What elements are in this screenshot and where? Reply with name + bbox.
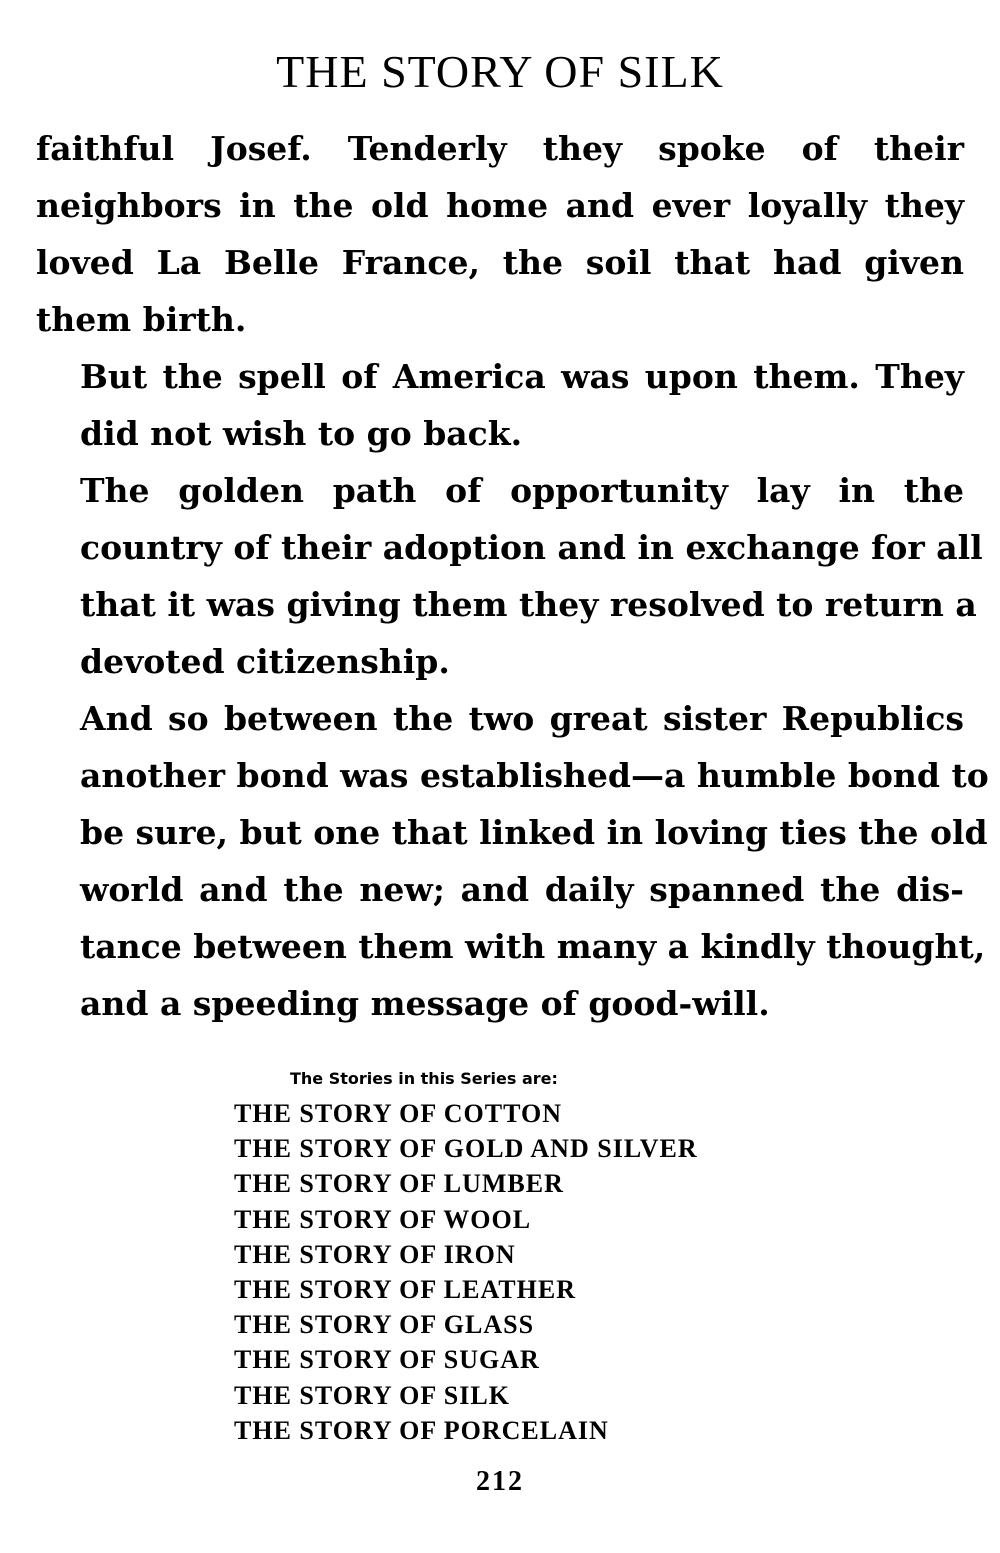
text-line: faithful Josef. Tenderly they spoke of their — [36, 129, 964, 168]
series-title: THE STORY OF SUGAR — [234, 1345, 540, 1375]
series-title: THE STORY OF LEATHER — [234, 1275, 576, 1305]
body-paragraph — [36, 690, 989, 1032]
text-line: did not wish to go back. — [80, 414, 523, 453]
page-number: 212 — [476, 1466, 524, 1497]
text-line: be sure, but one that linked in loving ties the old — [80, 813, 988, 852]
text-line: world and the new; and daily spanned the dis- — [80, 870, 964, 909]
series-title: THE STORY OF GLASS — [234, 1310, 535, 1340]
series-list-section — [234, 1068, 794, 1448]
text-line: neighbors in the old home and ever loyally they — [36, 186, 964, 225]
series-title: THE STORY OF GOLD AND SILVER — [234, 1134, 698, 1164]
text-line: that it was giving them they resolved to return a — [80, 585, 977, 624]
body-paragraph — [36, 462, 983, 690]
series-heading: The Stories in this Series are: — [290, 1069, 558, 1088]
text-line: country of their adoption and in exchange for all — [80, 528, 983, 567]
text-line: devoted citizenship. — [80, 642, 450, 681]
series-list — [234, 1096, 794, 1448]
series-title: THE STORY OF IRON — [234, 1239, 516, 1269]
body-paragraph — [36, 348, 964, 462]
text-line: and a speeding message of good-will. — [80, 984, 770, 1023]
body-text — [36, 120, 989, 1032]
text-line: tance between them with many a kindly thought, — [80, 927, 986, 966]
series-title: THE STORY OF WOOL — [234, 1204, 532, 1234]
text-line: loved La Belle France, the soil that had given — [36, 243, 964, 282]
text-line: The golden path of opportunity lay in the — [80, 471, 964, 510]
series-title: THE STORY OF LUMBER — [234, 1169, 564, 1199]
text-line: And so between the two great sister Republics — [80, 699, 964, 738]
series-title: THE STORY OF SILK — [234, 1380, 510, 1410]
text-line: But the spell of America was upon them. They — [80, 357, 964, 396]
series-title: THE STORY OF PORCELAIN — [234, 1415, 609, 1445]
text-line: them birth. — [36, 300, 247, 339]
running-head: THE STORY OF SILK — [276, 46, 724, 97]
body-paragraph — [36, 120, 964, 348]
series-title: THE STORY OF COTTON — [234, 1099, 562, 1128]
text-line: another bond was established—a humble bond to — [80, 756, 989, 795]
